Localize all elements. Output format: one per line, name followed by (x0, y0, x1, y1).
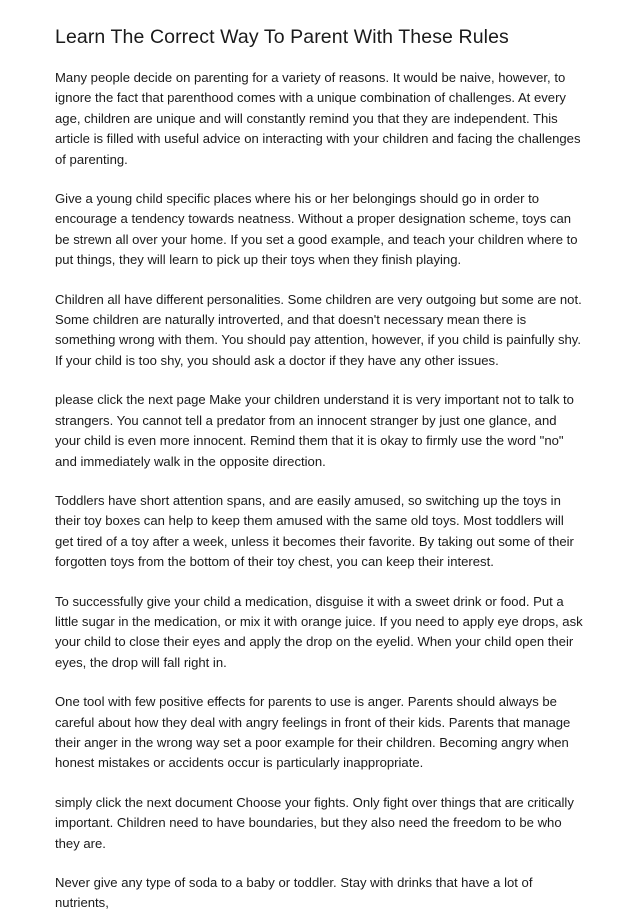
paragraph-9: Never give any type of soda to a baby or toddler. Stay with drinks that have a lot of nutrients, (55, 875, 533, 911)
paragraph-8: simply click the next document Choose your fights. Only fight over things that are critically important. Children need to have boundaries, but they also need the freedom to be who they are. (55, 794, 574, 851)
paragraph-1: Many people decide on parenting for a variety of reasons. It would be naive, however, to ignore the fact that parenthood comes with a unique combination of challenges. At every age, children are unique and will constantly remind you that they are independent. This article is filled with useful advice on interacting with your children and facing the challenges of parenting. (55, 70, 581, 167)
paragraph-3: Children all have different personalities. Some children are very outgoing but some are not. Some children are naturally introverted, and that doesn't necessary mean there is something wrong with them. You should pay attention, however, if you child is painfully shy. If your child is too shy, you should ask a doctor if they have any other issues. (55, 291, 582, 368)
paragraph-7: One tool with few positive effects for parents to use is anger. Parents should always be careful about how they deal with angry feelings in front of their kids. Parents that manage their anger in the wrong way set a poor example for their children. Becoming angry when honest mistakes or accidents occur is particularly inappropriate. (55, 694, 571, 771)
page-title: Learn The Correct Way To Parent With These Rules (55, 26, 509, 48)
paragraph-6: To successfully give your child a medication, disguise it with a sweet drink or food. Put a little sugar in the medication, or mix it with orange juice. If you need to apply eye drops, ask your child to close their eyes and apply the drop on the eyelid. When your child open their eyes, the drop will fall right in. (55, 593, 583, 670)
paragraph-4: please click the next page Make your children understand it is very important not to talk to strangers. You cannot tell a predator from an innocent stranger by just one glance, and your child is even more innocent. Remind them that it is okay to firmly use the word "no" and immediately walk in the opposite direction. (55, 392, 574, 469)
paragraph-5: Toddlers have short attention spans, and are easily amused, so switching up the toys in their toy boxes can help to keep them amused with the same old toys. Most toddlers will get tired of a toy after a week, unless it becomes their favorite. By taking out some of their forgotten toys from the bottom of their toy chest, you can keep their interest. (55, 492, 574, 570)
document-page (55, 24, 585, 914)
paragraph-2: Give a young child specific places where his or her belongings should go in order to encourage a tendency towards neatness. Without a proper designation scheme, toys can be strewn all over your home. If you set a good example, and teach your children where to put things, they will learn to pick up their toys when they finish playing. (55, 191, 578, 268)
